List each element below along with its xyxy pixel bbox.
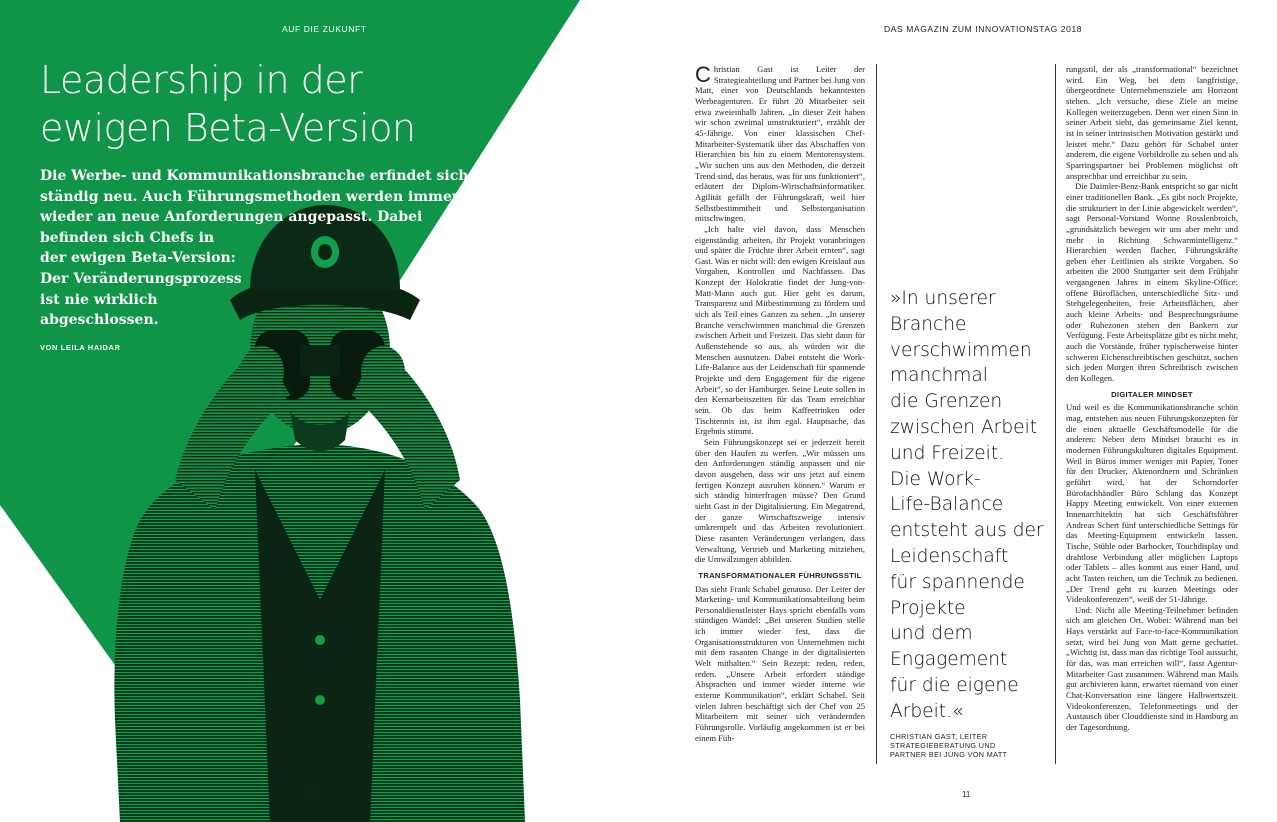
pull-quote-line: »In unserer (890, 288, 996, 309)
headline (40, 56, 460, 152)
lead-line: Die Werbe- und Kommunikationsbranche erfindet sich (40, 168, 469, 184)
drop-cap: C (695, 64, 711, 87)
article-column-1 (695, 64, 865, 764)
paragraph: Das sieht Frank Schabel genauso. Der Leiter der Marketing- und Kommunikationsabteilung beim Personaldienstleister Hays spricht ebenfalls vom ständigen Wandel: „Bei unseren Studien stelle ich immer wieder fest, dass die Organisationsstrukturen von Unternehmen nicht mit dem rasanten Change in der digitalisierten Welt mithalten.“ Sein Rezept: reden, reden, reden. „Unsere Arbeit erfordert ständige Absprachen und immer wieder interne wie externe Kommunikation“, erklärt Schabel. Seit vielen Jahren beschäftigt sich der Chef von 25 Mitarbeitern mit seiner sich verändernden Führungsrolle. Vorläufig angekommen ist er bei einem Füh- (695, 583, 865, 743)
lead-line: befinden sich Chefs in (40, 229, 215, 246)
attribution-line: STRATEGIEBERATUNG UND (890, 741, 996, 750)
column-divider (1055, 64, 1056, 764)
page-number: 11 (962, 790, 971, 799)
pull-quote-line: verschwimmen (890, 339, 1032, 361)
lead-line: der ewigen Beta-Version: (40, 250, 236, 267)
headline-line: Leadership in der (40, 58, 363, 102)
article-column-2 (1066, 64, 1238, 776)
byline: VON LEILA HAIDAR (40, 343, 121, 352)
pull-quote-line: die Grenzen (890, 391, 1003, 413)
pull-quote-line: Branche (890, 313, 967, 335)
page-number: 10 (307, 790, 316, 799)
pull-quote-line: und dem (890, 623, 973, 645)
subheading: TRANSFORMATIONALER FÜHRUNGSSTIL (698, 570, 862, 580)
headline-line: ewigen Beta-Version (40, 106, 416, 150)
column-divider (876, 64, 877, 764)
running-head: AUF DIE ZUKUNFT (282, 24, 367, 34)
pull-quote-line: und Freizeit. (890, 442, 1005, 464)
subheading: DIGITALER MINDSET (1111, 389, 1193, 399)
lead-line: wieder an neue Anforderungen angepasst. Dabei (40, 209, 423, 226)
pull-quote-line: Arbeit.« (890, 700, 964, 722)
pull-quote-line: entsteht aus der (890, 520, 1044, 542)
pull-quote-line: Die Work- (890, 468, 981, 490)
paragraph: Sein Führungskonzept sei er jederzeit bereit über den Haufen zu werfen. „Wir müssen uns den Anforderungen ständig anpassen und nie davon ausgehen, dass wir uns jetzt auf einem fertigen Konzept ausruhen können.“ Warum er sich ständig hinterfragen müsse? Den Grund sieht Gast in der Digitalisierung. Ein Megatrend, der ganze Wirtschaftszweige intensiv umkrempelt und das Arbeiten revolutioniert. Diese rasanten Veränderungen verlangen, dass Verwaltung, Vertrieb und Marketing mitziehen, die Umwälzungen abbilden. (695, 436, 865, 565)
attribution-line: PARTNER BEI JUNG VON MATT (890, 750, 1008, 759)
paragraph-text: hristian Gast ist Leiter der Strategieabteilung und Partner bei Jung von Matt, einer von Deutschlands bekanntesten Werbeagenturen. Er führt 20 Mitarbeiter seit etwa zweieinhalb Jahren. „In dieser Zeit haben wir schon zweimal umstrukturiert“, erzählt der 45-Jährige. Von einer klassischen Chef-Mitarbeiter-Systematik über das Abschaffen von Hierarchien bis hin zu einem Mentorensystem. „Wir suchen uns aus den Methoden, die derzeit Trend sind, das heraus, was für uns funktioniert“, erläutert der Diplom-Wirtschaftsinformatiker. Agilität gefällt der Führungskraft, weil hier Selbstbestimmtheit und Selbstorganisation mitschwingen. (695, 64, 865, 224)
pull-quote-line: für spannende (890, 571, 1025, 593)
attribution-line: CHRISTIAN GAST, LEITER (890, 732, 988, 741)
pull-quote-line: für die eigene (890, 674, 1019, 696)
right-page (640, 0, 1277, 822)
pull-quote-attribution (890, 732, 1050, 759)
pull-quote-line: zwischen Arbeit (890, 416, 1038, 438)
paragraph: Die Daimler-Benz-Bank entspricht so gar nicht einer traditionellen Bank. „Es gibt noch Projekte, die strukturiert in der Linie abgewickelt werden“, sagt Personal-Vorstand Wonne Rosslenbroich, „grundsätzlich bewegen wir uns aber mehr und mehr in Richtung Schwarmintelligenz.“ Hierarchien werden flacher, Führungskräfte geben eher Leitlinien als strikte Vorgaben. So arbeiten die 2000 Stuttgarter seit dem Frühjahr vergangenen Jahres in einem Skyline-Office: offene Büroflächen, unterschiedliche Sitz- und Stehgelegenheiten, freie Arbeitsflächen, aber auch kleine Arbeits- und Besprechungsräume oder Ruhezonen stehen den Bankern zur Verfügung. Feste Arbeitsplätze gibt es nicht mehr, auch die Vorstände, früher typischerweise hinter schweren Eichenschreibtischen geschützt, suchen sich jeden Morgen ihren Schreibtisch zwischen den Kollegen. (1066, 181, 1238, 384)
pull-quote-line: Leidenschaft (890, 545, 1009, 567)
paragraph: Und: Nicht alle Meeting-Teilnehmer befinden sich am gleichen Ort. Wobei: Während man bei Hays verstärkt auf Face-to-face-Kommunikation setzt, wird bei Jung von Matt gerne gechattet. „Wichtig ist, dass man das richtige Tool aussucht, für das, was man erreichen will“, fasst Agentur-Mitarbeiter Gast zusammen. Während man Mails gut archivieren kann, erwartet niemand von einer Chat-Konversation eine längere Halbwertszeit. Videokonferenzen, Telefonmeetings und der Austausch über Clouddienste sind in Hamburg an der Tagesordnung. (1066, 604, 1238, 733)
pull-quote-line: Engagement (890, 649, 1008, 671)
lead-line: ständig neu. Auch Führungsmethoden werden immer (40, 188, 460, 205)
paragraph (695, 64, 865, 224)
paragraph: „Ich halte viel davon, dass Menschen eigenständig arbeiten, ihr Projekt voranbringen und später die Früchte ihrer Arbeit ernten“, sagt Gast. Was er nicht will: den ewigen Kreislauf aus Vorgaben, Kontrollen und Nachfassen. Das Konzept der Holokratie findet der Jung-von-Matt-Mann auch gut. Hier geht es darum, Transparenz und Mitbestimmung zu fördern und sich als Teil eines Ganzen zu sehen. „In unserer Branche verschwimmen manchmal die Grenzen zwischen Arbeit und Freizeit. Das sieht dann für Außenstehende so aus, als würden wir die Menschen ausnutzen. Dabei entsteht die Work-Life-Balance aus der Leidenschaft für spannende Projekte und dem Engagement für die eigene Arbeit“, so der Hamburger. Seine Leute sollen in den Kernarbeitszeiten für das Team erreichbar sein. Ob das beim Kaffeetrinken oder Tischtennis ist, ist ihm egal. Hauptsache, das Ergebnis stimmt. (695, 223, 865, 437)
lead-line: ist nie wirklich (40, 291, 158, 308)
pull-quote-line: Life-Balance (890, 494, 1004, 516)
lead-paragraph (40, 166, 468, 331)
pull-quote (890, 286, 1060, 725)
lead-line: Der Veränderungsprozess (40, 270, 242, 287)
paragraph: rungsstil, der als „transformational“ bezeichnet wird. Ein Weg, bei dem langfristige, übergeordnete Unternehmensziele am Horizont stehen. „Ich versuche, diese Ziele an meine Kollegen weiterzugeben. Denn wer einen Sinn in seiner Arbeit sieht, das gemeinsame Ziel kennt, ist in seiner intrinsischen Motivation gestärkt und leistet mehr.“ Dazu gehört für Schabel unter anderem, die eigene Vorbildrolle zu sehen und als Sparringspartner bei Problemen möglichst oft ansprechbar und erreichbar zu sein. (1066, 64, 1238, 181)
lead-line: abgeschlossen. (40, 312, 159, 329)
running-head: DAS MAGAZIN ZUM INNOVATIONSTAG 2018 (884, 24, 1083, 34)
paragraph: Und weil es die Kommunikationsbranche schön mag, entstehen aus neuen Führungskonzepten für die einen aktuelle Geschäftsmodelle für die anderen: Neben dem Mindset braucht es in modernen Führungskulturen digitales Equipment. Weil in Büros immer weniger mit Papier, Toner für den Drucker, Aktenordnern und Schränken geführt wird, hat der Schorndorfer Bürofachhändler Büro Schlang das Konzept Happy Meeting entwickelt. Von einer externen Innenarchitektin hat sich Geschäftsführer Andreas Schert fünf unterschiedliche Settings für das Meeting-Equipment entwickeln lassen. Tische, Stühle oder Barhocker, Touchdisplay und drahtlose Verbindung aller möglichen Laptops oder Tablets – alles kommt aus einer Hand, und acht Tasten reichen, um die Technik zu bedienen. „Der Trend geht zu kurzen Meetings oder Videokonferenzen“, weiß der 51-Jährige. (1066, 402, 1238, 605)
pull-quote-line: manchmal (890, 365, 988, 387)
pull-quote-line: Projekte (890, 597, 966, 619)
